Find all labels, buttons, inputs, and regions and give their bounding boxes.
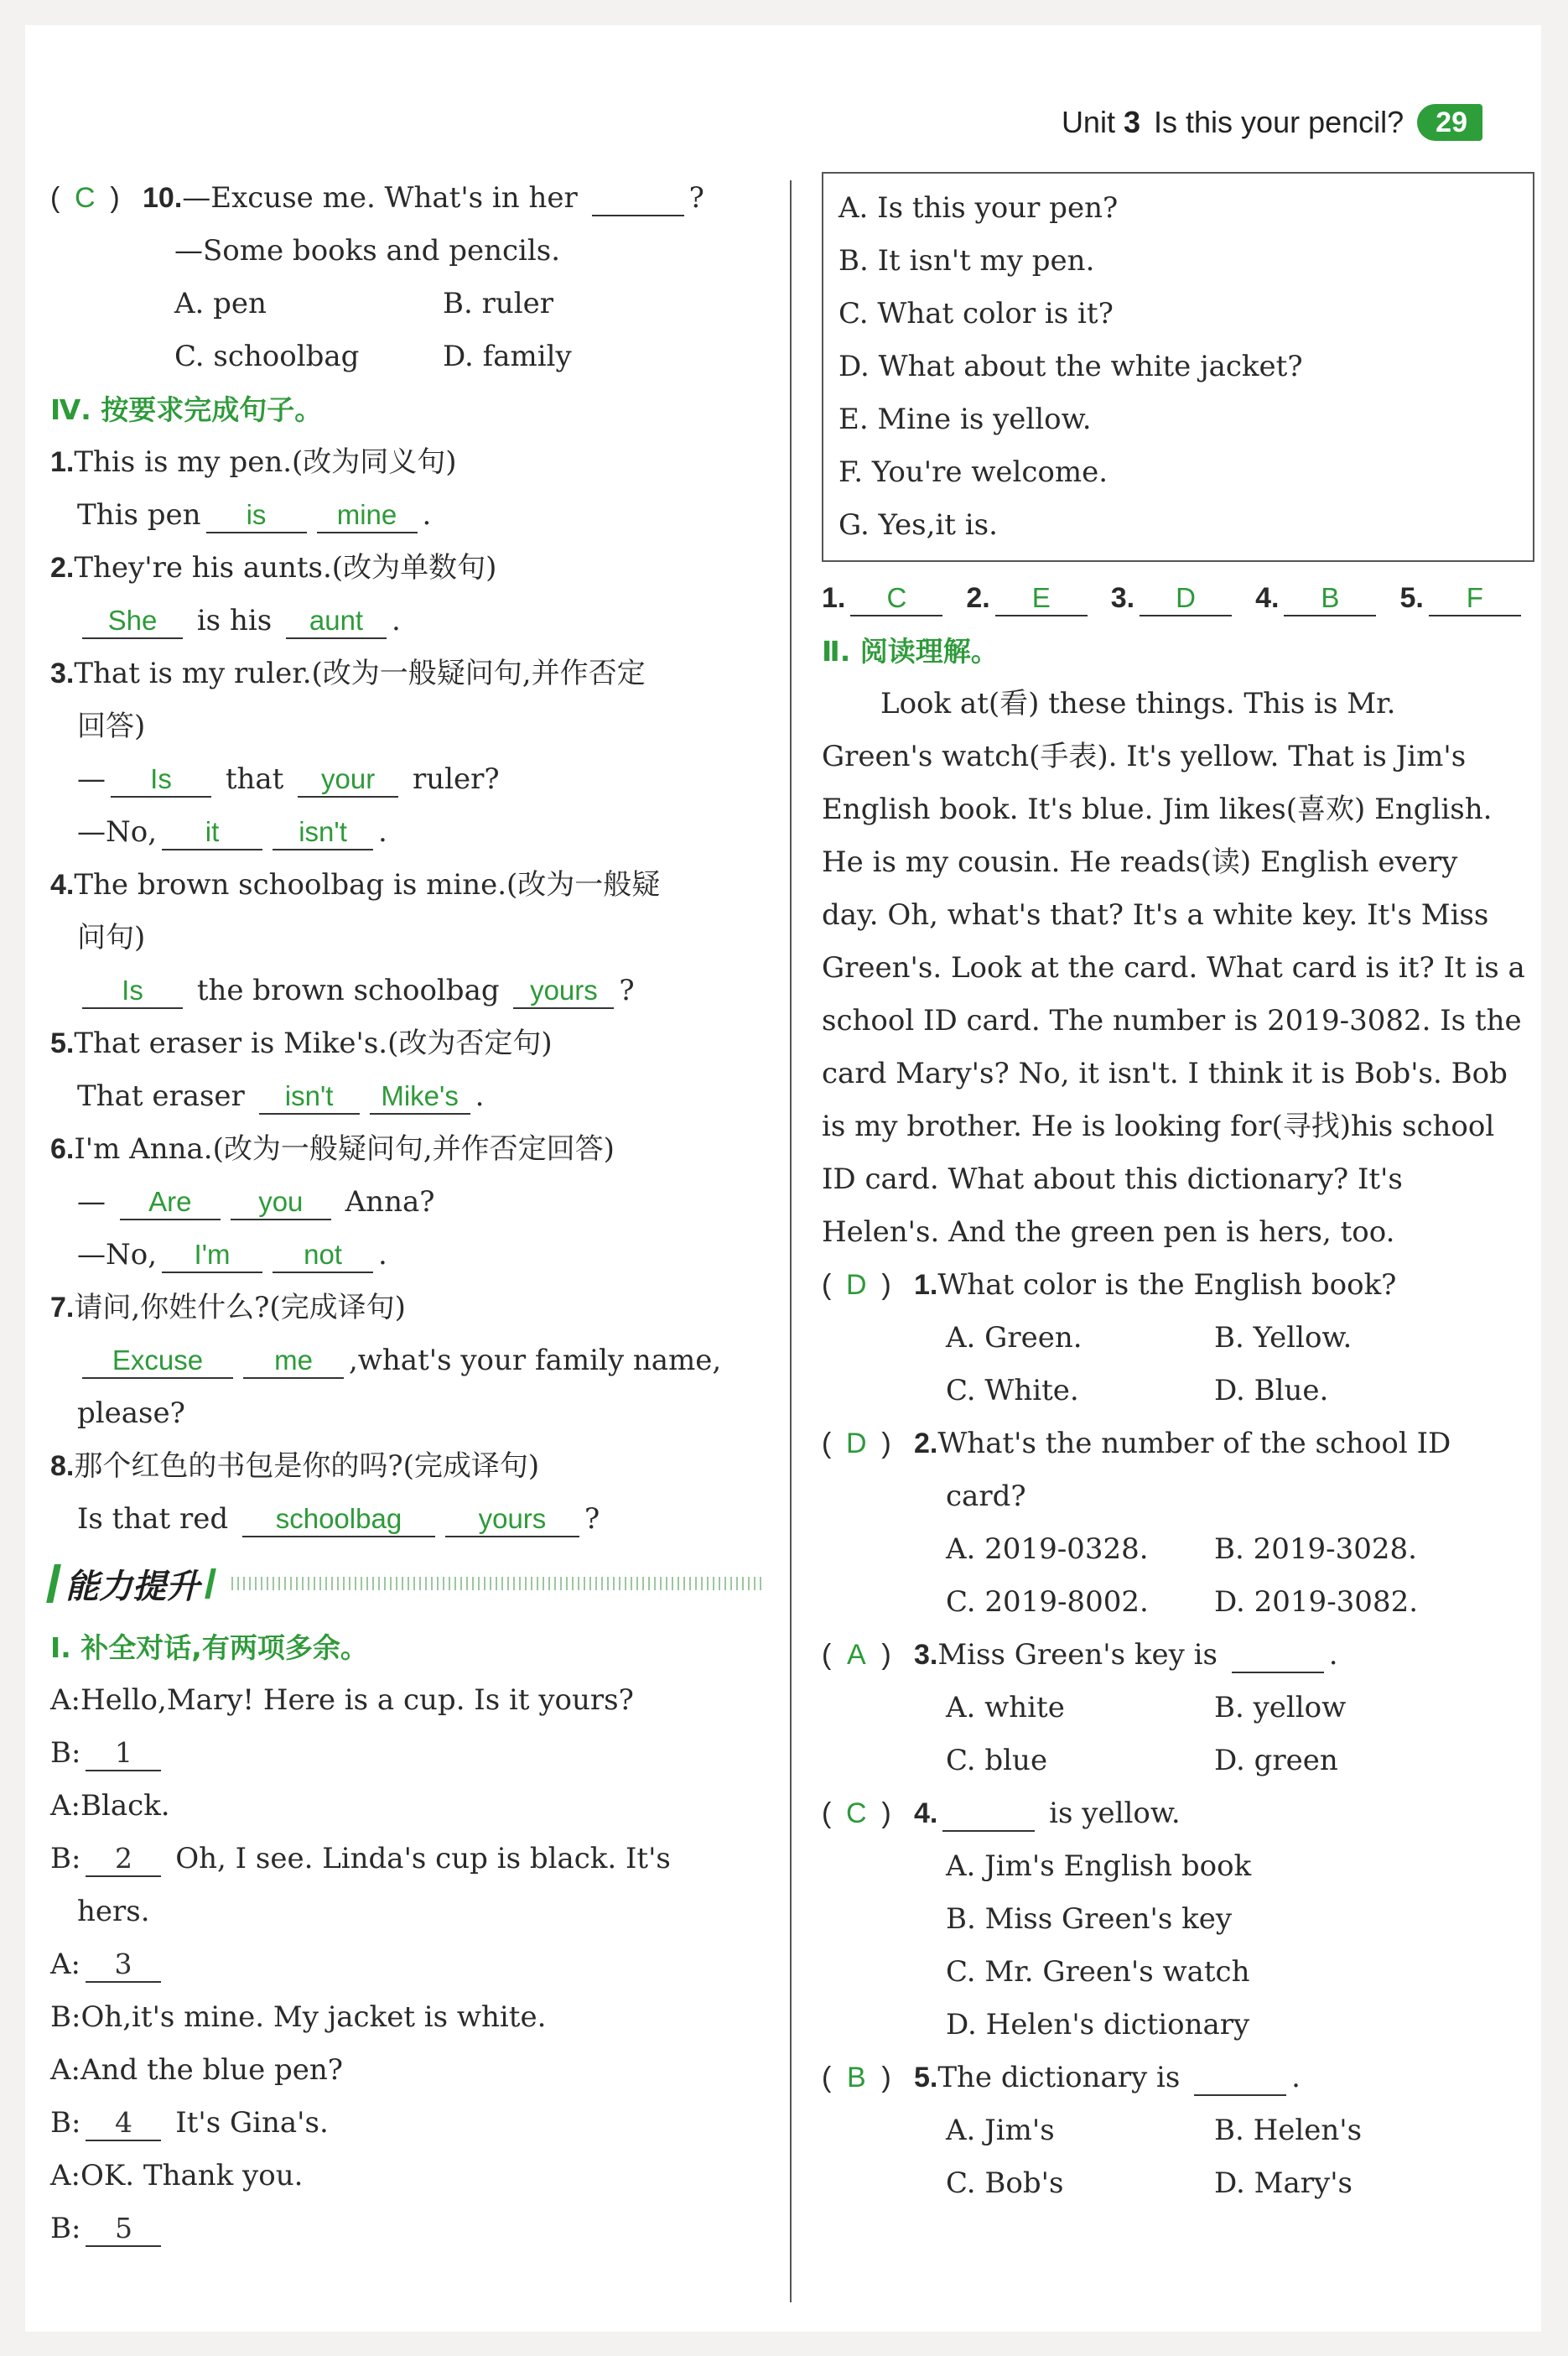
answer-blank: D: [1140, 581, 1232, 616]
sentence-item: 4.The brown schoolbag is mine.(改为一般疑: [50, 868, 661, 902]
reading-question: ( D ) 2.What's the number of the school ID card? A. 2019-0328. B. 2019-3028. C. 2019-8002. D. 2019-3082.: [822, 1417, 1534, 1629]
answer-blank: aunt: [286, 604, 387, 639]
page-header: [1062, 102, 1482, 143]
option-item: C. What color is it?: [839, 297, 1114, 330]
fill-blank: [942, 1797, 1035, 1832]
answer-blank: Mike's: [370, 1079, 470, 1115]
answer-mark: C: [846, 1797, 867, 1829]
sentence-item: 8.那个红色的书包是你的吗?(完成译句): [50, 1449, 540, 1483]
answer-blank: yours: [445, 1502, 579, 1537]
reading-question: ( D ) 1.What color is the English book? A. Green. B. Yellow. C. White. D. Blue.: [822, 1259, 1534, 1417]
answer-blank: not: [273, 1238, 373, 1273]
fill-blank: [592, 181, 684, 216]
option-item: E. Mine is yellow.: [839, 403, 1092, 436]
answer-mark: D: [846, 1269, 867, 1301]
dialogue-answers: 1. C 2. E 3. D 4. B 5. F: [822, 572, 1534, 625]
answer-blank: She: [82, 604, 183, 639]
left-column: ( C ) 10.—Excuse me. What's in her ? —Some books and pencils. A. pen B. ruler C. schoolbag D. family Ⅳ. 按要求完成句子。 1.This is my pen.(改为同义句) This pen is mine . 2.They're his aunts.(改为单数句) She is his aunt . 3.That is my ruler.(改为一般疑问句,并作否定 回答) — Is that your ruler? —No, it isn't . 4.The brown schoolbag is mine.(改为一般疑 问句) Is the brown schoolbag yours ? 5.That eraser is Mike's.(改为否定句) That eraser isn't Mike's . 6.I'm Anna.(改为一般疑问句,并作否定回答) — Are you Anna? —No, I'm not . 7.请问,你姓什么?(完成译句) Excuse me ,what's your family name, please? 8.那个红色的书包是你的吗?(完成译句) Is that red schoolbag yours ? 能力提升 Ⅰ. 补全对话,有两项多余。 A:Hello,Mary! Here is a cup. Is it yours? B: 1 A:Black. B: 2 Oh, I see. Linda's cup is black. It's hers. A: 3 B:Oh,it's mine. My jacket is white. A:And the blue pen? B: 4 It's Gina's. A:OK. Thank you. B: 5: [50, 172, 763, 2255]
question-10: ( C ) 10.—Excuse me. What's in her ? —Some books and pencils. A. pen B. ruler C. schoolbag D. family: [50, 172, 763, 383]
section-title: Ⅱ. 阅读理解。: [822, 635, 999, 668]
answer-blank: isn't: [273, 815, 373, 850]
dialogue-blank: 2: [86, 1842, 161, 1877]
option-item: F. You're welcome.: [839, 455, 1109, 489]
worksheet-page: [25, 25, 1541, 2332]
sentence-item: 7.请问,你姓什么?(完成译句): [50, 1291, 406, 1324]
answer-blank: me: [243, 1344, 344, 1379]
option-item: D. What about the white jacket?: [839, 350, 1303, 383]
answer-mark: C: [75, 182, 96, 214]
column-divider: [790, 180, 792, 2302]
reading-question: ( C ) 4. is yellow. A. Jim's English book B. Miss Green's key C. Mr. Green's watch D. Helen's dictionary: [822, 1787, 1534, 2052]
answer-blank: Excuse: [82, 1344, 233, 1379]
reading-question: ( A ) 3.Miss Green's key is . A. white B. yellow C. blue D. green: [822, 1629, 1534, 1787]
options-box: [822, 172, 1534, 562]
answer-mark: D: [846, 1428, 867, 1459]
right-column: [822, 172, 1534, 2210]
reading-passage: Look at(看) these things. This is Mr. Green's watch(手表). It's yellow. That is Jim's English book. It's blue. Jim likes(喜欢) English. He is my cousin. He reads(读) English every day. Oh, what's that? It's a white key. It's Miss Green's. Look at the card. What card is it? It is a school ID card. The number is 2019-3082. Is the card Mary's? No, it isn't. I think it is Bob's. Bob is my brother. He is looking for(寻找)his school ID card. What about this dictionary? It's Helen's. And the green pen is hers, too.: [822, 687, 1525, 1249]
ability-banner: [50, 1546, 763, 1621]
answer-blank: Are: [120, 1185, 221, 1220]
answer-blank: isn't: [259, 1079, 360, 1115]
sentence-item: 3.That is my ruler.(改为一般疑问句,并作否定: [50, 657, 646, 690]
answer-blank: I'm: [162, 1238, 262, 1273]
answer-blank: it: [162, 815, 262, 850]
option-item: A. Is this your pen?: [839, 191, 1119, 225]
banner-title: 能力提升: [65, 1567, 200, 1606]
answer-blank: is: [206, 498, 307, 533]
answer-blank: E: [995, 581, 1088, 616]
answer-blank: you: [231, 1185, 331, 1220]
answer-blank: B: [1284, 581, 1376, 616]
unit-label: Unit 3: [1061, 105, 1141, 139]
answer-blank: schoolbag: [242, 1502, 435, 1537]
section-title: Ⅰ. 补全对话,有两项多余。: [50, 1631, 368, 1664]
answer-blank: yours: [513, 974, 614, 1009]
answer-blank: C: [850, 581, 942, 616]
option-item: B. It isn't my pen.: [839, 244, 1095, 278]
dialogue: A:Hello,Mary! Here is a cup. Is it yours? B: 1 A:Black. B: 2 Oh, I see. Linda's cup is black. It's hers. A: 3 B:Oh,it's mine. My jacket is white. A:And the blue pen? B: 4 It's Gina's. A:OK. Thank you. B: 5: [50, 1683, 671, 2245]
answer-blank: Is: [82, 974, 183, 1009]
dialogue-blank: 3: [86, 1948, 161, 1983]
dialogue-blank: 4: [86, 2106, 161, 2141]
answer-mark: B: [846, 2062, 866, 2093]
answer-blank: Is: [111, 762, 211, 798]
section-title: Ⅳ. 按要求完成句子。: [50, 393, 323, 426]
answer-blank: F: [1429, 581, 1521, 616]
dialogue-blank: 5: [86, 2212, 161, 2247]
fill-blank: [1232, 1638, 1324, 1673]
page-number-badge: 29: [1417, 104, 1482, 141]
answer-blank: your: [298, 762, 398, 798]
fill-blank: [1194, 2061, 1286, 2096]
sentence-item: 2.They're his aunts.(改为单数句): [50, 551, 497, 585]
option-item: G. Yes,it is.: [839, 508, 998, 542]
dialogue-blank: 1: [86, 1736, 161, 1771]
sentence-item: 6.I'm Anna.(改为一般疑问句,并作否定回答): [50, 1132, 615, 1166]
reading-question: ( B ) 5.The dictionary is . A. Jim's B. Helen's C. Bob's D. Mary's: [822, 2052, 1534, 2210]
sentence-item: 5.That eraser is Mike's.(改为否定句): [50, 1027, 553, 1060]
unit-title: Is this your pencil?: [1154, 105, 1404, 139]
answer-mark: A: [846, 1639, 866, 1671]
sentence-item: 1.This is my pen.(改为同义句): [50, 445, 457, 479]
answer-blank: mine: [317, 498, 418, 533]
